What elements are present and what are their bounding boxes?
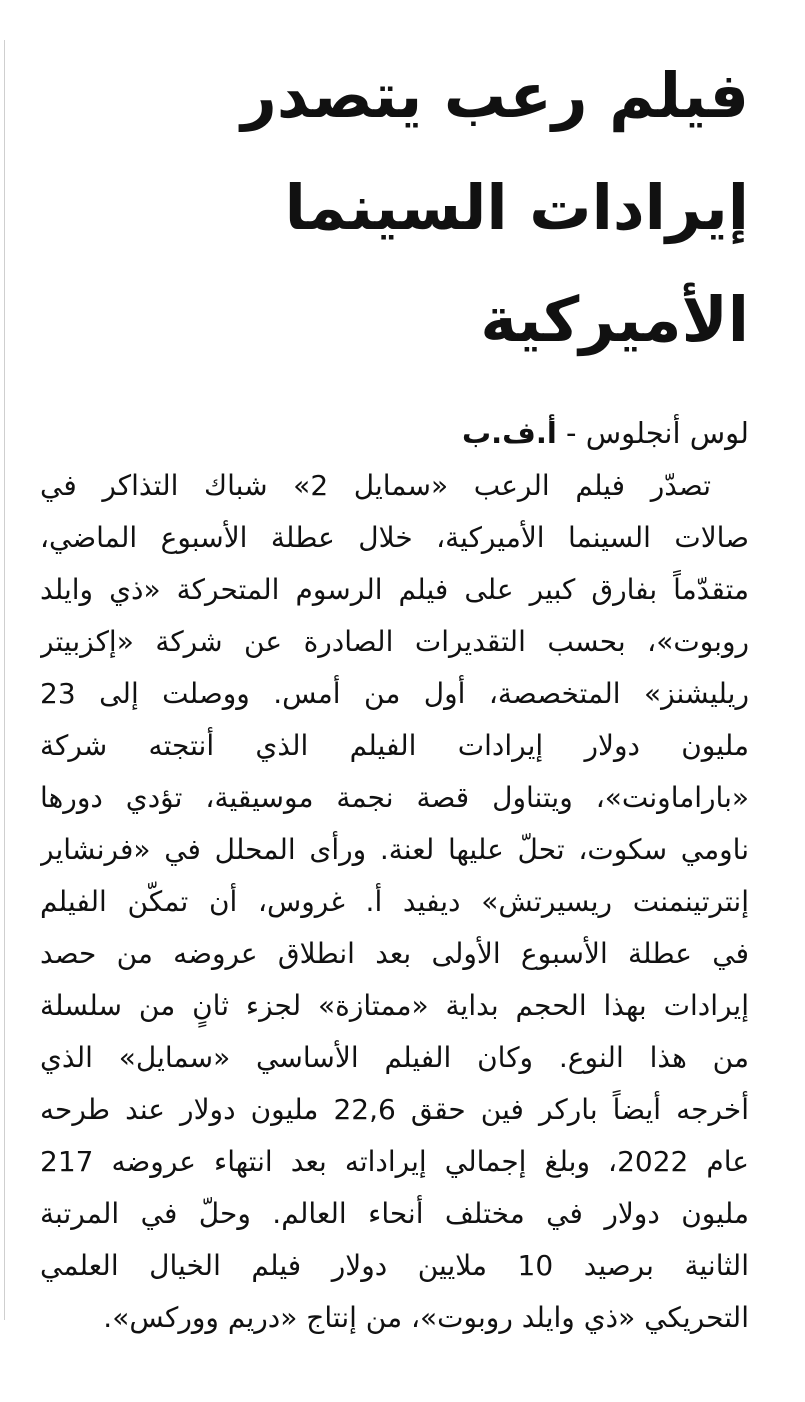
body-line: «باراماونت»، ويتناول قصة نجمة موسيقية، تؤدي دورها <box>40 781 749 814</box>
body-line: مليون دولار في مختلف أنحاء العالم. وحلّ في المرتبة <box>40 1197 749 1230</box>
body-line: متقدّماً بفارق كبير على فيلم الرسوم المتحركة «ذي وايلد <box>40 573 749 606</box>
article-body <box>40 460 749 1344</box>
dateline <box>40 412 749 454</box>
body-line: ريليشنز» المتخصصة، أول من أمس. ووصلت إلى 23 <box>40 677 749 710</box>
headline-line: فيلم رعب يتصدر <box>241 59 749 132</box>
body-line: في عطلة الأسبوع الأولى بعد انطلاق عروضه من حصد <box>40 937 749 970</box>
body-line: إنترتينمنت ريسيرتش» ديفيد أ. غروس، أن تمكّن الفيلم <box>40 885 749 918</box>
dateline-place: لوس أنجلوس <box>585 416 749 450</box>
headline-line: إيرادات السينما <box>284 171 749 244</box>
body-line: التحريكي «ذي وايلد روبوت»، من إنتاج «دريم ووركس». <box>103 1301 749 1334</box>
body-line: تصدّر فيلم الرعب «سمايل 2» شباك التذاكر في <box>40 469 711 502</box>
column-divider <box>4 40 5 1320</box>
body-line: الثانية برصيد 10 ملايين دولار فيلم الخيال العلمي <box>40 1249 749 1282</box>
body-line: عام 2022، وبلغ إجمالي إيراداته بعد انتهاء عروضه 217 <box>40 1145 749 1178</box>
body-line: روبوت»، بحسب التقديرات الصادرة عن شركة «إكزبيتر <box>40 625 749 658</box>
dateline-separator: - <box>556 416 586 450</box>
body-line: من هذا النوع. وكان الفيلم الأساسي «سمايل» الذي <box>40 1041 749 1074</box>
article-headline <box>40 40 749 376</box>
body-line: صالات السينما الأميركية، خلال عطلة الأسبوع الماضي، <box>40 521 749 554</box>
body-line: مليون دولار إيرادات الفيلم الذي أنتجته شركة <box>40 729 749 762</box>
dateline-source: أ.ف.ب <box>462 416 557 450</box>
news-article <box>40 40 749 1344</box>
body-line: أخرجه أيضاً باركر فين حقق 22,6 مليون دولار عند طرحه <box>40 1093 749 1126</box>
body-line: إيرادات بهذا الحجم بداية «ممتازة» لجزء ثانٍ من سلسلة <box>40 989 749 1022</box>
headline-line: الأميركية <box>480 283 749 356</box>
body-line: ناومي سكوت، تحلّ عليها لعنة. ورأى المحلل في «فرنشاير <box>40 833 749 866</box>
